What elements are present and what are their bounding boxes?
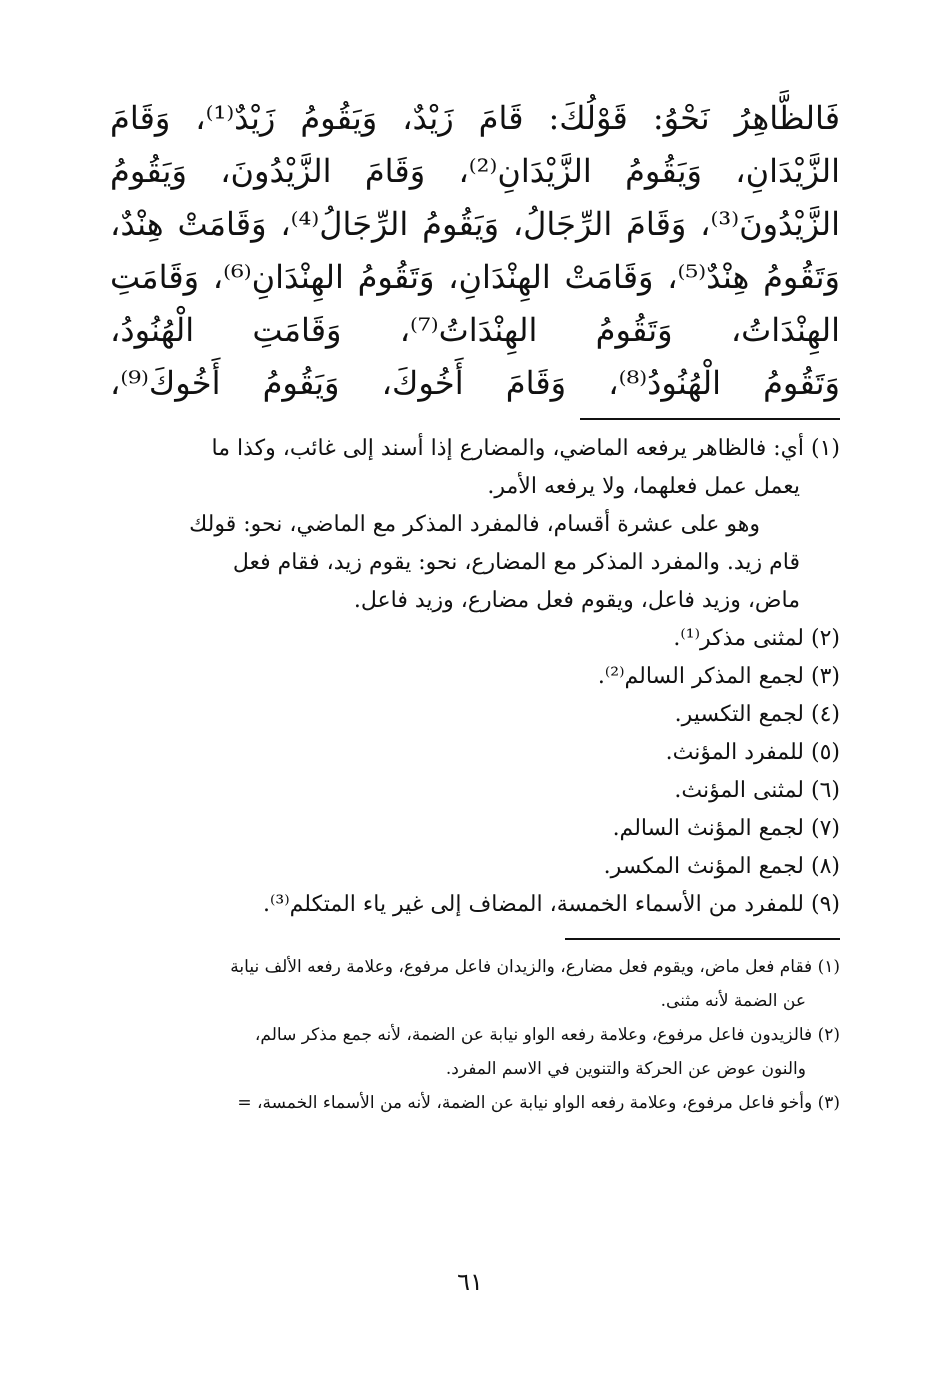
footnote-3: (٣) لجمع المذكر السالم⁽²⁾. xyxy=(597,664,840,689)
page-number: ٦١ xyxy=(457,1268,483,1296)
page-content xyxy=(110,92,840,1120)
footnote-6: (٦) لمثنى المؤنث. xyxy=(674,778,840,803)
main-text xyxy=(110,92,840,416)
sub-footnote-2-line-1: (٢) فالزيدون فاعل مرفوع، وعلامة رفعه الواو نيابة عن الضمة، لأنه جمع مذكر سالم، xyxy=(254,1025,840,1045)
footnote-1-line-1: (١) أي: فالظاهر يرفعه الماضي، والمضارع إذا أسند إلى غائب، وكذا ما xyxy=(211,436,840,461)
sub-footnote-3-line-1: (٣) وأخو فاعل مرفوع، وعلامة رفعه الواو نيابة عن الضمة، لأنه من الأسماء الخمسة، = xyxy=(237,1093,840,1113)
footnote-2: (٢) لمثنى مذكر⁽¹⁾. xyxy=(673,626,840,651)
footnote-8: (٨) لجمع المؤنث المكسر. xyxy=(603,854,840,879)
footnote-9: (٩) للمفرد من الأسماء الخمسة، المضاف إلى غير ياء المتكلم⁽³⁾. xyxy=(263,892,840,917)
primary-footnotes xyxy=(110,430,840,924)
footnote-1-para-line-1: وهو على عشرة أقسام، فالمفرد المذكر مع الماضي، نحو: قولك xyxy=(189,512,760,537)
footnote-1-para-line-2: قام زيد. والمفرد المذكر مع المضارع، نحو: يقوم زيد، فقام فعل xyxy=(232,550,800,575)
sub-footnote-1-line-2: عن الضمة لأنه مثنى. xyxy=(660,991,806,1011)
main-text-line: فَالظَّاهِرُ نَحْوُ: قَوْلُكَ: قَامَ زَيْدٌ، وَيَقُومُ زَيْدٌ⁽¹⁾، وَقَامَ xyxy=(110,99,840,137)
footnote-5: (٥) للمفرد المؤنث. xyxy=(665,740,840,765)
footnote-separator xyxy=(565,938,840,940)
footnote-1-para-line-3: ماض، وزيد فاعل، ويقوم فعل مضارع، وزيد فاعل. xyxy=(353,588,800,613)
main-text-separator xyxy=(580,418,840,420)
main-text-line: وَتَقُومُ الْهُنُودُ⁽⁸⁾، وَقَامَ أَخُوكَ، وَيَقُومُ أَخُوكَ⁽⁹⁾، xyxy=(110,364,841,402)
footnote-1-line-2: يعمل عمل فعلهما، ولا يرفعه الأمر. xyxy=(487,474,800,499)
main-text-line: الهِنْدَاتُ، وَتَقُومُ الهِنْدَاتُ⁽⁷⁾، وَقَامَتِ الْهُنُودُ، xyxy=(110,311,840,349)
footnote-7: (٧) لجمع المؤنث السالم. xyxy=(612,816,840,841)
main-text-line: الزَّيْدَانِ، وَيَقُومُ الزَّيْدَانِ⁽²⁾، وَقَامَ الزَّيْدُونَ، وَيَقُومُ xyxy=(110,152,840,190)
footnote-4: (٤) لجمع التكسير. xyxy=(674,702,840,727)
secondary-footnotes xyxy=(110,950,840,1120)
sub-footnote-2-line-2: والنون عوض عن الحركة والتنوين في الاسم المفرد. xyxy=(445,1059,806,1079)
sub-footnote-1-line-1: (١) فقام فعل ماض، ويقوم فعل مضارع، والزيدان فاعل مرفوع، وعلامة رفعه الألف نيابة xyxy=(230,957,840,977)
main-text-line: الزَّيْدُونَ⁽³⁾، وَقَامَ الرِّجَالُ، وَيَقُومُ الرِّجَالُ⁽⁴⁾، وَقَامَتْ هِنْدٌ، xyxy=(110,205,841,243)
main-text-line: وَتَقُومُ هِنْدٌ⁽⁵⁾، وَقَامَتْ الهِنْدَانِ، وَتَقُومُ الهِنْدَانِ⁽⁶⁾، وَقَامَتِ xyxy=(110,258,840,296)
